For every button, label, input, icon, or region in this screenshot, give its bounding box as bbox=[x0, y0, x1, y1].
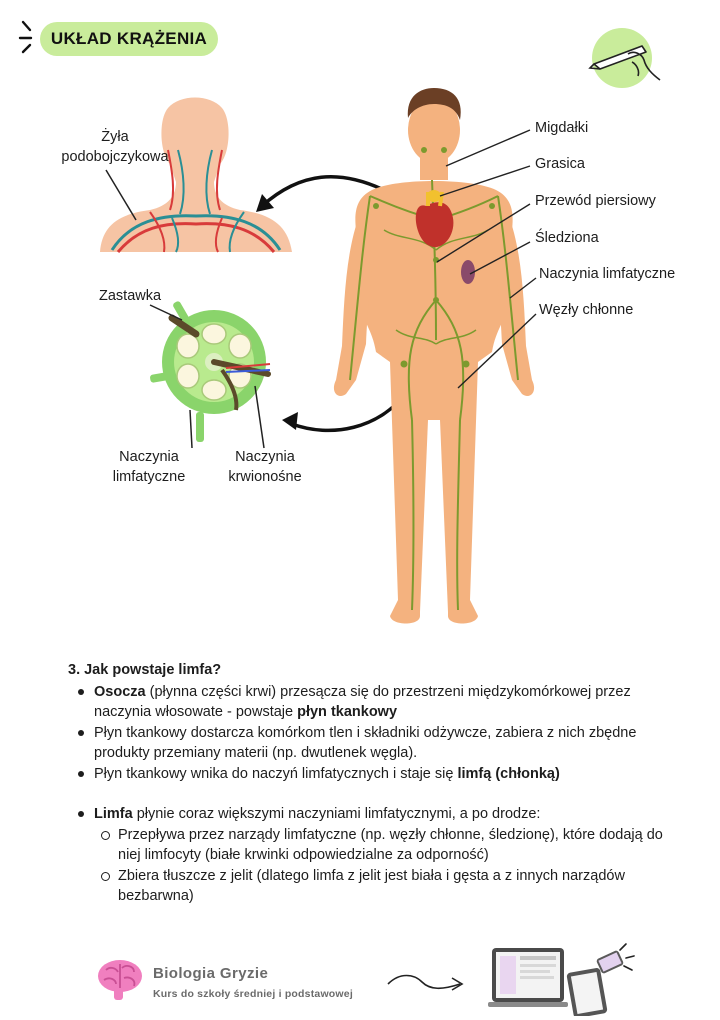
section-heading: 3. Jak powstaje limfa? bbox=[68, 662, 222, 678]
shoulder-illustration bbox=[100, 98, 292, 253]
text-tissue-fluid-role: Płyn tkankowy dostarcza komórkom tlen i składniki odżywcze, zabiera z nich zbędne produkty przemiany materii (np. dwutlenek węgla). bbox=[94, 724, 637, 761]
label-thoracic-duct: Przewód piersiowy bbox=[535, 193, 656, 209]
arrow-right-icon bbox=[386, 968, 468, 998]
label-subclavian-vein bbox=[40, 128, 190, 167]
arrow-to-node bbox=[292, 390, 408, 430]
list-item bbox=[68, 764, 668, 785]
label-thymus: Grasica bbox=[535, 156, 585, 172]
sub-list-item: Zbiera tłuszcze z jelit (dlatego limfa z jelit jest biała i gęsta a z innych narządów bezbarwna) bbox=[68, 866, 668, 907]
label-blood-vessels-line1: Naczynia bbox=[235, 449, 295, 465]
lymph-formation-section bbox=[68, 660, 668, 907]
label-tonsils: Migdałki bbox=[535, 120, 589, 136]
devices-illustration bbox=[488, 942, 638, 1016]
lymph-flow-sublist bbox=[94, 825, 668, 907]
label-lymph-vessels-line1: Naczynia bbox=[119, 449, 179, 465]
text-tissue-fluid-enters: Płyn tkankowy wnika do naczyń limfatycznych i staje się bbox=[94, 765, 458, 782]
text-tissue-fluid: płyn tkankowy bbox=[297, 704, 398, 720]
list-item bbox=[68, 804, 668, 907]
text-lymph-term: limfą (chłonką) bbox=[457, 765, 560, 782]
text-lymph: Limfa bbox=[94, 806, 133, 822]
label-lymphatic-vessels: Naczynia limfatyczne bbox=[539, 266, 676, 282]
text-plasma: Osocza bbox=[94, 683, 146, 700]
label-subclavian-vein-line2: podobojczykowa bbox=[61, 148, 169, 165]
label-spleen: Śledziona bbox=[535, 230, 599, 246]
brain-logo-icon bbox=[96, 958, 144, 1002]
lymph-flow-list bbox=[68, 804, 668, 907]
label-valve: Zastawka bbox=[99, 288, 162, 304]
label-lymph-nodes: Węzły chłonne bbox=[539, 302, 634, 318]
brand-subtitle: Kurs do szkoły średniej i podstawowej bbox=[153, 988, 353, 1000]
page-title-text: UKŁAD KRĄŻENIA bbox=[50, 29, 208, 48]
label-subclavian-vein-line1: Żyła bbox=[101, 129, 129, 145]
list-item bbox=[68, 723, 668, 764]
formation-list bbox=[68, 682, 668, 785]
label-lymph-vessels-line2: limfatyczne bbox=[112, 468, 186, 485]
brand-name: Biologia Gryzie bbox=[153, 965, 269, 982]
label-blood-vessels bbox=[222, 448, 308, 487]
text-plasma-desc: (płynna części krwi) przesącza się do przestrzeni międzykomórkowej przez naczynia włosowate - powstaje bbox=[94, 683, 631, 720]
human-body bbox=[334, 88, 534, 624]
label-lymph-vessels bbox=[104, 448, 194, 487]
sub-list-item: Przepływa przez narządy limfatyczne (np. węzły chłonne, śledzionę), które dodają do niej limfocyty (białe krwinki odpowiedzialne za odporność) bbox=[68, 825, 668, 866]
list-item bbox=[68, 682, 668, 723]
text-lymph-flow: płynie coraz większymi naczyniami limfatycznymi, a po drodze: bbox=[132, 806, 541, 822]
label-blood-vessels-line2: krwionośne bbox=[228, 468, 302, 485]
lymph-node-illustration bbox=[150, 300, 270, 442]
